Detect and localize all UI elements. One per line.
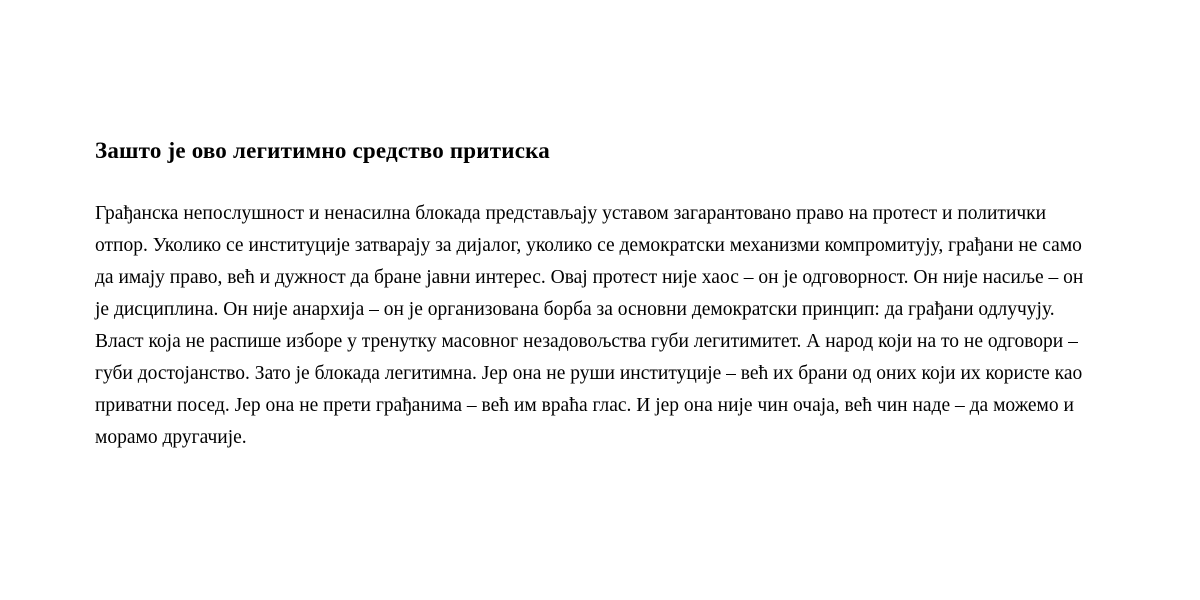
document-paragraph: Грађанска непослушност и ненасилна блокада представљају уставом загарантовано право на протест и политички отпор. Уколико се институције затварају за дијалог, уколико се демократски механизми компромитују, грађани не само да имају право, већ и дужност да бране јавни интерес. Овај протест није хаос – он је одговорност. Он није насиље – он је дисциплина. Он није анархија – он је организована борба за основни демократски принцип: да грађани одлучују. Власт која не распише изборе у тренутку масовног незадовољства губи легитимитет. А народ који на то не одговори – губи достојанство. Зато је блокада легитимна. Јер она не руши институције – већ их брани од оних који их користе као приватни посед. Јер она не прети грађанима – већ им враћа глас. И јер она није чин очаја, већ чин наде – да можемо и морамо другачије. [95, 202, 1084, 448]
document-title: Зашто је ово легитимно средство притиска [95, 138, 550, 163]
